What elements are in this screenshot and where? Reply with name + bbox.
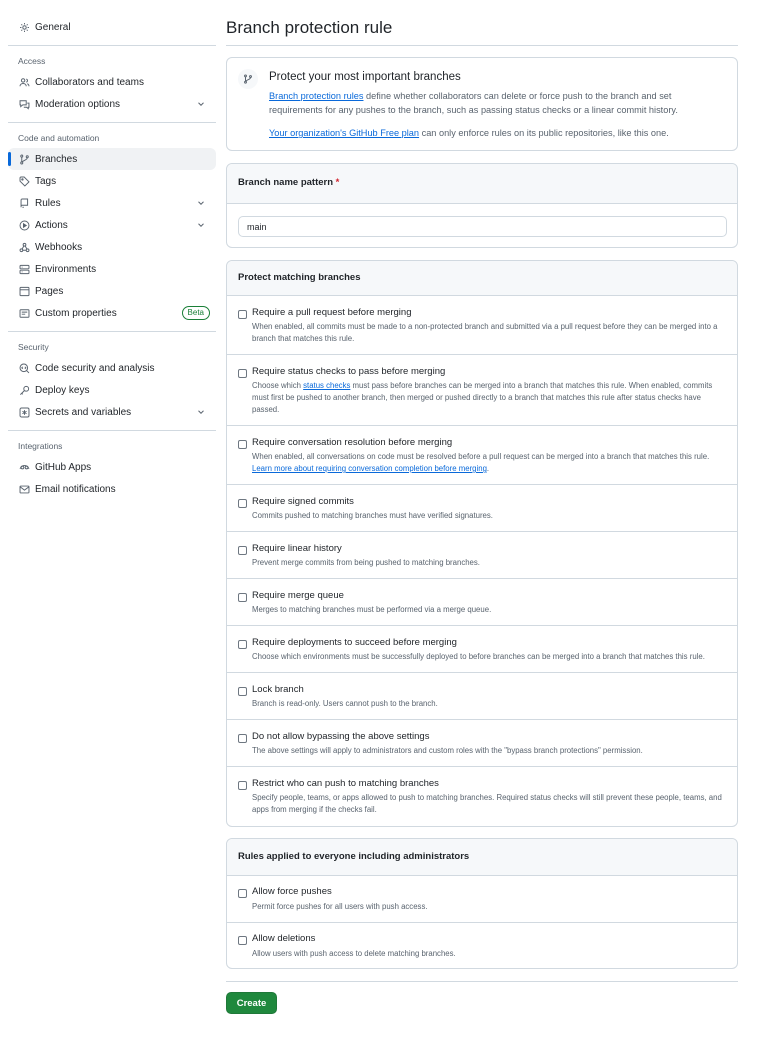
sidebar-item-environments[interactable]	[8, 258, 216, 280]
divider	[8, 331, 216, 332]
rule-title: Restrict who can push to matching branches	[252, 778, 439, 789]
divider	[226, 981, 738, 982]
server-icon	[18, 263, 30, 275]
rule-description: The above settings will apply to administrators and custom roles with the "bypass branch protections" permission.	[252, 746, 643, 755]
create-button[interactable]: Create	[226, 992, 277, 1014]
sidebar-item-collaborators[interactable]	[8, 71, 216, 93]
page-title: Branch protection rule	[226, 18, 393, 37]
rule-require-conversation-resolution	[227, 426, 737, 485]
plan-paragraph	[269, 126, 689, 140]
sidebar-item-label: Deploy keys	[35, 384, 90, 396]
rule-title: Require deployments to succeed before merging	[252, 637, 457, 648]
browser-icon	[18, 285, 30, 297]
tag-icon	[18, 175, 30, 187]
checkbox[interactable]	[238, 687, 247, 696]
settings-sidebar	[8, 14, 216, 500]
rule-title: Allow force pushes	[252, 886, 332, 897]
free-plan-link[interactable]: Your organization's GitHub Free plan	[269, 128, 420, 138]
git-branch-icon	[238, 69, 258, 89]
rule-require-merge-queue	[227, 579, 737, 626]
branch-pattern-box	[226, 163, 738, 248]
rule-allow-deletions	[227, 923, 737, 970]
sidebar-item-label: Actions	[35, 219, 68, 231]
required-mark: *	[335, 177, 340, 188]
rule-require-deployments	[227, 626, 737, 673]
sidebar-item-moderation[interactable]	[8, 93, 216, 115]
sidebar-item-branches[interactable]	[8, 148, 216, 170]
sidebar-item-label: Collaborators and teams	[35, 76, 144, 88]
sidebar-item-label: Branches	[35, 153, 78, 165]
rule-title: Require a pull request before merging	[252, 307, 412, 318]
checkbox[interactable]	[238, 499, 247, 508]
rule-description: Merges to matching branches must be performed via a merge queue.	[252, 605, 492, 614]
rule-title: Require linear history	[252, 543, 342, 554]
checkbox[interactable]	[238, 310, 247, 319]
gear-icon	[18, 21, 30, 33]
sidebar-item-code-security[interactable]	[8, 357, 216, 379]
admins-header: Rules applied to everyone including administrators	[227, 839, 737, 876]
sidebar-item-label: GitHub Apps	[35, 461, 92, 473]
divider	[8, 122, 216, 123]
sidebar-item-secrets[interactable]	[8, 401, 216, 423]
rule-title: Lock branch	[252, 684, 304, 695]
rule-description: Choose which environments must be successfully deployed to before branches can be merged into a branch that matches this rule.	[252, 652, 705, 661]
info-heading: Protect your most important branches	[269, 71, 461, 83]
sidebar-item-label: Tags	[35, 175, 57, 187]
rule-title: Require status checks to pass before merging	[252, 366, 446, 377]
sidebar-item-actions[interactable]	[8, 214, 216, 236]
chevron-down-icon[interactable]	[196, 99, 206, 109]
note-icon	[18, 307, 30, 319]
pattern-header	[227, 164, 737, 204]
desc-text: .	[486, 464, 490, 473]
section-heading-code-automation: Code and automation	[18, 133, 100, 143]
rule-require-signed-commits	[227, 485, 737, 532]
sidebar-item-custom-properties[interactable]	[8, 302, 216, 324]
pattern-label: Branch name pattern	[238, 177, 334, 188]
checkbox[interactable]	[238, 440, 247, 449]
protect-header: Protect matching branches	[227, 261, 737, 296]
sidebar-item-label: Webhooks	[35, 241, 83, 253]
plan-text: can only enforce rules on its public repositories, like this one.	[419, 128, 669, 138]
codescan-icon	[18, 362, 30, 374]
rule-title: Do not allow bypassing the above settings	[252, 731, 430, 742]
section-heading-security: Security	[18, 342, 49, 352]
sidebar-item-label: Code security and analysis	[35, 362, 155, 374]
branch-protection-rules-link[interactable]: Branch protection rules	[269, 91, 364, 101]
sidebar-item-label: Pages	[35, 285, 64, 297]
learn-more-link[interactable]: Learn more about requiring conversation completion before merging	[252, 464, 487, 473]
sidebar-item-pages[interactable]	[8, 280, 216, 302]
webhook-icon	[18, 241, 30, 253]
rule-description: Allow users with push access to delete matching branches.	[252, 949, 456, 958]
sidebar-item-deploy-keys[interactable]	[8, 379, 216, 401]
chevron-down-icon[interactable]	[196, 220, 206, 230]
rule-title: Allow deletions	[252, 933, 316, 944]
sidebar-item-label: Moderation options	[35, 98, 121, 110]
comment-discussion-icon	[18, 98, 30, 110]
mail-icon	[18, 483, 30, 495]
rule-require-linear-history	[227, 532, 737, 579]
chevron-down-icon[interactable]	[196, 407, 206, 417]
sidebar-item-label: Email notifications	[35, 483, 116, 495]
sidebar-item-webhooks[interactable]	[8, 236, 216, 258]
info-paragraph	[269, 89, 689, 117]
chevron-down-icon[interactable]	[196, 198, 206, 208]
divider	[226, 45, 738, 46]
beta-badge: Beta	[182, 306, 210, 320]
checkbox[interactable]	[238, 781, 247, 790]
play-icon	[18, 219, 30, 231]
desc-text: Choose which	[252, 381, 304, 390]
sidebar-item-label: Secrets and variables	[35, 406, 132, 418]
key-asterisk-icon	[18, 406, 30, 418]
sidebar-item-label: Rules	[35, 197, 61, 209]
person-icon	[18, 76, 30, 88]
rule-no-bypass	[227, 720, 737, 767]
sidebar-item-github-apps[interactable]	[8, 456, 216, 478]
sidebar-item-label: Custom properties	[35, 307, 117, 319]
key-icon	[18, 384, 30, 396]
checkbox[interactable]	[238, 889, 247, 898]
checkbox[interactable]	[238, 640, 247, 649]
checkbox[interactable]	[238, 734, 247, 743]
desc-text: must pass before branches can be merged into a branch that matches this rule. When enabled, commits must first be pushed to another branch, then merged or pushed directly to a branch that matches this rule after status checks have passed.	[252, 381, 713, 414]
checkbox[interactable]	[238, 369, 247, 378]
rule-title: Require conversation resolution before merging	[252, 437, 453, 448]
sidebar-item-label: General	[35, 21, 71, 33]
checkbox[interactable]	[238, 546, 247, 555]
info-text: define whether collaborators can delete or force push to the branch and set requirements for any pushes to the branch, such as passing status checks or a linear commit history.	[269, 91, 678, 115]
rule-title: Require merge queue	[252, 590, 344, 601]
sidebar-item-general[interactable]	[8, 16, 216, 38]
rule-description	[252, 380, 730, 416]
rule-description: Prevent merge commits from being pushed to matching branches.	[252, 558, 480, 567]
protect-matching-branches-box	[226, 260, 738, 827]
section-heading-access: Access	[18, 56, 46, 66]
rule-require-status-checks	[227, 355, 737, 426]
rule-description: Branch is read-only. Users cannot push to the branch.	[252, 699, 438, 708]
divider	[8, 45, 216, 46]
git-branch-icon	[18, 153, 30, 165]
sidebar-item-tags[interactable]	[8, 170, 216, 192]
sidebar-item-rules[interactable]	[8, 192, 216, 214]
rule-require-pull-request	[227, 296, 737, 355]
admin-rules-box	[226, 838, 738, 969]
sidebar-item-email-notifications[interactable]	[8, 478, 216, 500]
rule-description: Commits pushed to matching branches must have verified signatures.	[252, 511, 493, 520]
info-box	[226, 57, 738, 151]
checkbox[interactable]	[238, 936, 247, 945]
rule-description: Specify people, teams, or apps allowed to push to matching branches. Required status checks will still prevent these people, teams, and apps from merging if the checks fail.	[252, 793, 722, 814]
rule-description: Permit force pushes for all users with push access.	[252, 902, 428, 911]
rule-description: When enabled, all commits must be made to a non-protected branch and submitted via a pull request before they can be merged into a branch that matches this rule.	[252, 322, 718, 343]
checkbox[interactable]	[238, 593, 247, 602]
rule-allow-force-pushes	[227, 876, 737, 923]
rule-restrict-push	[227, 767, 737, 826]
rule-description	[252, 451, 730, 475]
divider	[8, 430, 216, 431]
repo-push-icon	[18, 197, 30, 209]
branch-name-pattern-input[interactable]	[238, 216, 727, 237]
status-checks-link[interactable]: status checks	[303, 381, 351, 390]
desc-text: When enabled, all conversations on code must be resolved before a pull request can be merged into a branch that matches this rule.	[252, 452, 710, 461]
rule-lock-branch	[227, 673, 737, 720]
apps-icon	[18, 461, 30, 473]
sidebar-item-label: Environments	[35, 263, 97, 275]
section-heading-integrations: Integrations	[18, 441, 63, 451]
rule-title: Require signed commits	[252, 496, 354, 507]
